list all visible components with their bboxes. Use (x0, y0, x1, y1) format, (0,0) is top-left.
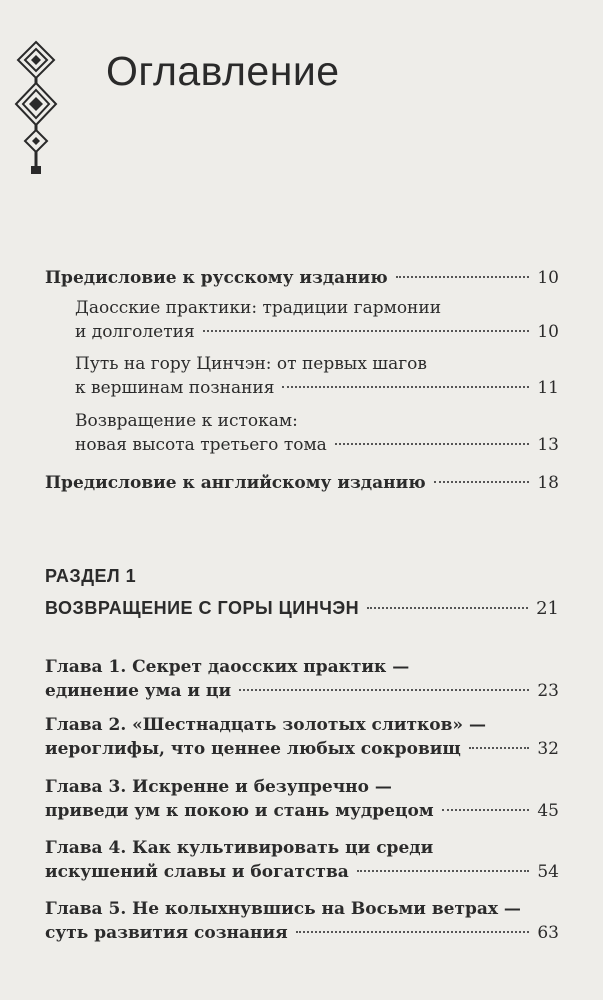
toc-subentry-3[interactable] (75, 409, 559, 457)
chapter-title-line2: единение ума и ци (45, 681, 232, 701)
chapter-title-line2: иероглифы, что ценнее любых сокровищ (45, 739, 461, 759)
dot-leader (442, 809, 530, 811)
toc-entry-label: Предисловие к английскому изданию (45, 473, 426, 493)
chapter-title-line2: суть развития сознания (45, 923, 288, 943)
section-number: РАЗДЕЛ 1 (45, 566, 137, 586)
dot-leader (335, 443, 530, 445)
toc-entry-label-line2: к вершинам познания (75, 378, 275, 398)
dot-leader (203, 330, 530, 332)
toc-chapter-4[interactable] (45, 836, 559, 884)
page-number: 63 (537, 923, 559, 943)
page-number: 21 (536, 598, 559, 619)
chapter-title-line2: приведи ум к покою и стань мудрецом (45, 801, 434, 821)
chapter-title-line2: искушений славы и богатства (45, 862, 349, 882)
page-number: 18 (537, 473, 559, 493)
toc-entry-preface-en[interactable] (45, 471, 559, 495)
toc-entry-label-line2: и долголетия (75, 322, 195, 342)
toc-section-title[interactable] (45, 596, 559, 621)
dot-leader (396, 276, 530, 278)
page-number: 32 (537, 739, 559, 759)
toc-chapter-2[interactable] (45, 713, 559, 761)
dot-leader (469, 747, 530, 749)
toc-entry-preface-ru[interactable] (45, 266, 559, 290)
toc-chapter-1[interactable] (45, 655, 559, 703)
toc-entry-label-line2: новая высота третьего тома (75, 435, 327, 455)
toc-chapter-5[interactable] (45, 897, 559, 945)
page-number: 10 (537, 268, 559, 288)
dot-leader (282, 386, 529, 388)
toc-chapter-3[interactable] (45, 775, 559, 823)
toc-subentry-2[interactable] (75, 352, 559, 400)
dot-leader (367, 607, 528, 609)
page-title: Оглавление (106, 48, 340, 94)
page-number: 23 (537, 681, 559, 701)
chapter-title-line1: Глава 5. Не колыхнувшись на Восьми ветрах — (45, 899, 521, 919)
page-number: 45 (537, 801, 559, 821)
section-title: ВОЗВРАЩЕНИЕ С ГОРЫ ЦИНЧЭН (45, 598, 360, 618)
dot-leader (434, 481, 530, 483)
chapter-title-line1: Глава 1. Секрет даосских практик — (45, 657, 410, 677)
chapter-title-line1: Глава 3. Искренне и безупречно — (45, 777, 392, 797)
dot-leader (239, 689, 529, 691)
page-number: 13 (537, 435, 559, 455)
page-number: 11 (537, 378, 559, 398)
dot-leader (296, 931, 530, 933)
toc-entry-label-line1: Возвращение к истокам: (75, 411, 298, 431)
toc-entry-label: Предисловие к русскому изданию (45, 268, 388, 288)
toc-subentry-1[interactable] (75, 296, 559, 344)
page-number: 10 (537, 322, 559, 342)
page-number: 54 (537, 862, 559, 882)
toc-entry-label-line1: Даосские практики: традиции гармонии (75, 298, 442, 318)
dot-leader (357, 870, 530, 872)
chapter-title-line1: Глава 2. «Шестнадцать золотых слитков» — (45, 715, 486, 735)
toc-entry-label-line1: Путь на гору Цинчэн: от первых шагов (75, 354, 427, 374)
chapter-title-line1: Глава 4. Как культивировать ци среди (45, 838, 434, 858)
